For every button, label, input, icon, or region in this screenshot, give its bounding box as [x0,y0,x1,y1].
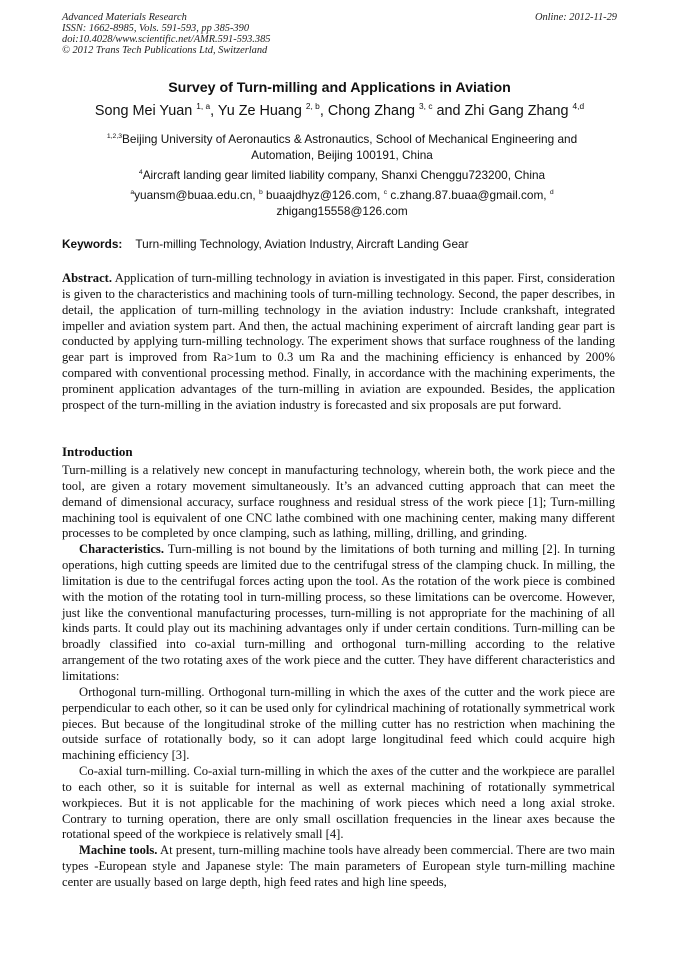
affiliation-1 [72,131,612,163]
issn-line: ISSN: 1662-8985, Vols. 591-593, pp 385-390 [62,23,250,34]
affiliation-line: Automation, Beijing 100191, China [251,148,433,162]
abstract-paragraph [62,271,615,414]
author-superscript: 4,d [572,100,585,111]
keywords-section [62,236,617,252]
email-address: buaajdhyz@126.com, [266,188,381,202]
author-superscript: 3, c [419,100,433,111]
author-superscript: 1, a [196,100,211,111]
email-superscript: c [383,188,388,196]
paragraph-machine-tools [62,843,615,891]
author-name: Chong Zhang [327,103,416,119]
email-address: yuansm@buaa.edu.cn, [134,188,256,202]
author-list: Song Mei Yuan $^{1, a}$, Yu Ze Huang $^{2, b}$, Chong Zhang $^{3, c}$ and Zhi Gang Zhang $^{4,d}$ [94,100,585,119]
email-superscript: b [258,188,263,196]
email-superscript: d [549,188,554,196]
email-superscript: a [130,188,135,196]
copyright-line: © 2012 Trans Tech Publications Ltd, Switzerland [62,45,268,56]
affiliation-2 [72,167,612,183]
email-list [72,187,612,219]
subsection-label: Machine tools. [79,843,158,858]
paragraph: Turn-milling is a relatively new concept in manufacturing technology, wherein both, the work piece and the tool, are given a rotary movement simultaneously. It’s an advanced cutting approach that can meet the demand of dimensional accuracy, surface roughness and residual stress of the work piece [1]; Turn-milling machining tool is equivalent of one CNC lathe combined with one machining center, making many different processes to be completed by once clamping, such as lathing, milling, drilling, and grinding. [62,463,615,541]
introduction-section [62,463,615,891]
author-superscript: 2, b [305,100,320,111]
journal-header [62,12,617,56]
email-address: c.zhang.87.buaa@gmail.com, [390,188,547,202]
author-name: Yu Ze Huang [217,103,302,119]
doi-line: doi:10.4028/www.scientific.net/AMR.591-593.385 [62,34,271,45]
affiliation-text: Aircraft landing gear limited liability company, Shanxi Chenggu723200, China [142,168,546,182]
subsection-label: Characteristics. [79,542,164,557]
paragraph: Co-axial turn-milling. Co-axial turn-milling in which the axes of the cutter and the workpiece are parallel to each other, so it is suitable for internal as well as external machining of rotationally symmetrical workpieces. But it is not applicable for the machining of work pieces which need a long axial stroke. Contrary to turning operation, there are only small oscillation frequencies in the linear axes because the rotational speed of the workpiece is relatively small [4]. [62,764,615,842]
journal-name: Advanced Materials Research [62,12,187,23]
author-name: Song Mei Yuan [94,103,193,119]
affiliation-superscript: 1,2,3 [106,132,123,140]
abstract-text: Application of turn-milling technology in aviation is investigated in this paper. First, consideration is given to the characteristics and machining tools of turn-milling technology. Second, the paper describes, in detail, the application of turn-milling technology in the aviation industry: Include crankshaft, integrated impeller and aviation system part. And then, the actual machining experiment of aircraft landing gear part is conducted by applying turn-milling technology. The experiment shows that surface roughness of the landing gear part is improved from Ra>1um to 0.3 um Ra and the machining efficiency is enhanced by 200% compared with conventional processing method. Finally, in accordance with the machining experiments, the prominent application advantages of the turn-milling in aviation are expounded. Besides, the application prospect of the turn-milling in the aviation industry is forecasted and six proposals are put forward. [62,271,615,412]
introduction-heading: Introduction [62,444,133,459]
paper-title: Survey of Turn-milling and Applications in Aviation [168,80,511,96]
abstract-label: Abstract. [62,271,113,285]
email-address: zhigang15558@126.com [276,204,408,218]
online-date: Online: 2012-11-29 [534,12,617,23]
affiliation-line: Beijing University of Aeronautics & Astronautics, School of Mechanical Engineering and [122,132,578,146]
affiliation-superscript: 4 [138,168,143,176]
paragraph: Orthogonal turn-milling. Orthogonal turn-milling in which the axes of the cutter and the work piece are perpendicular to each other, so it can be used only for cylindrical machining of rotationally symmetrical work pieces. But because of the longitudinal stroke of the milling cutter has no restriction when machining the outside surface of rotationally body, so it can adopt large longitudinal feed which could acquire high machining efficiency [3]. [62,684,615,763]
abstract-section [62,271,615,414]
paragraph-text: Turn-milling is not bound by the limitations of both turning and milling [2]. In turning operations, high cutting speeds are limited due to the centrifugal stress of the clamping chuck. In milling, the limitation is due to the centrifugal forces acting upon the tool. As the rotation of the work piece is combined with the motion of the rotating tool in turn-milling process, so these limitations can be overcome. However, just like the conventional manufacturing processes, turn-milling is not appropriate for the machining of all kinds parts. It could play out its machining advantages only if under certain conditions. Turn-milling can be broadly classified into co-axial turn-milling and orthogonal turn-milling according to the relative arrangement of the two rotating axes of the work piece and the cutter. They have different characteristics and limitations: [62,542,615,683]
keywords-text: Turn-milling Technology, Aviation Industry, Aircraft Landing Gear [135,237,469,251]
paragraph-text: At present, turn-milling machine tools have already been commercial. There are two main types -European style and Japanese style: The main parameters of European style turn-milling machine center are usually based on large depth, high feed rates and high line speeds, [62,843,615,889]
author-name: Zhi Gang Zhang [464,103,569,119]
keywords-label: Keywords: [62,237,123,251]
paragraph-characteristics [62,542,615,685]
